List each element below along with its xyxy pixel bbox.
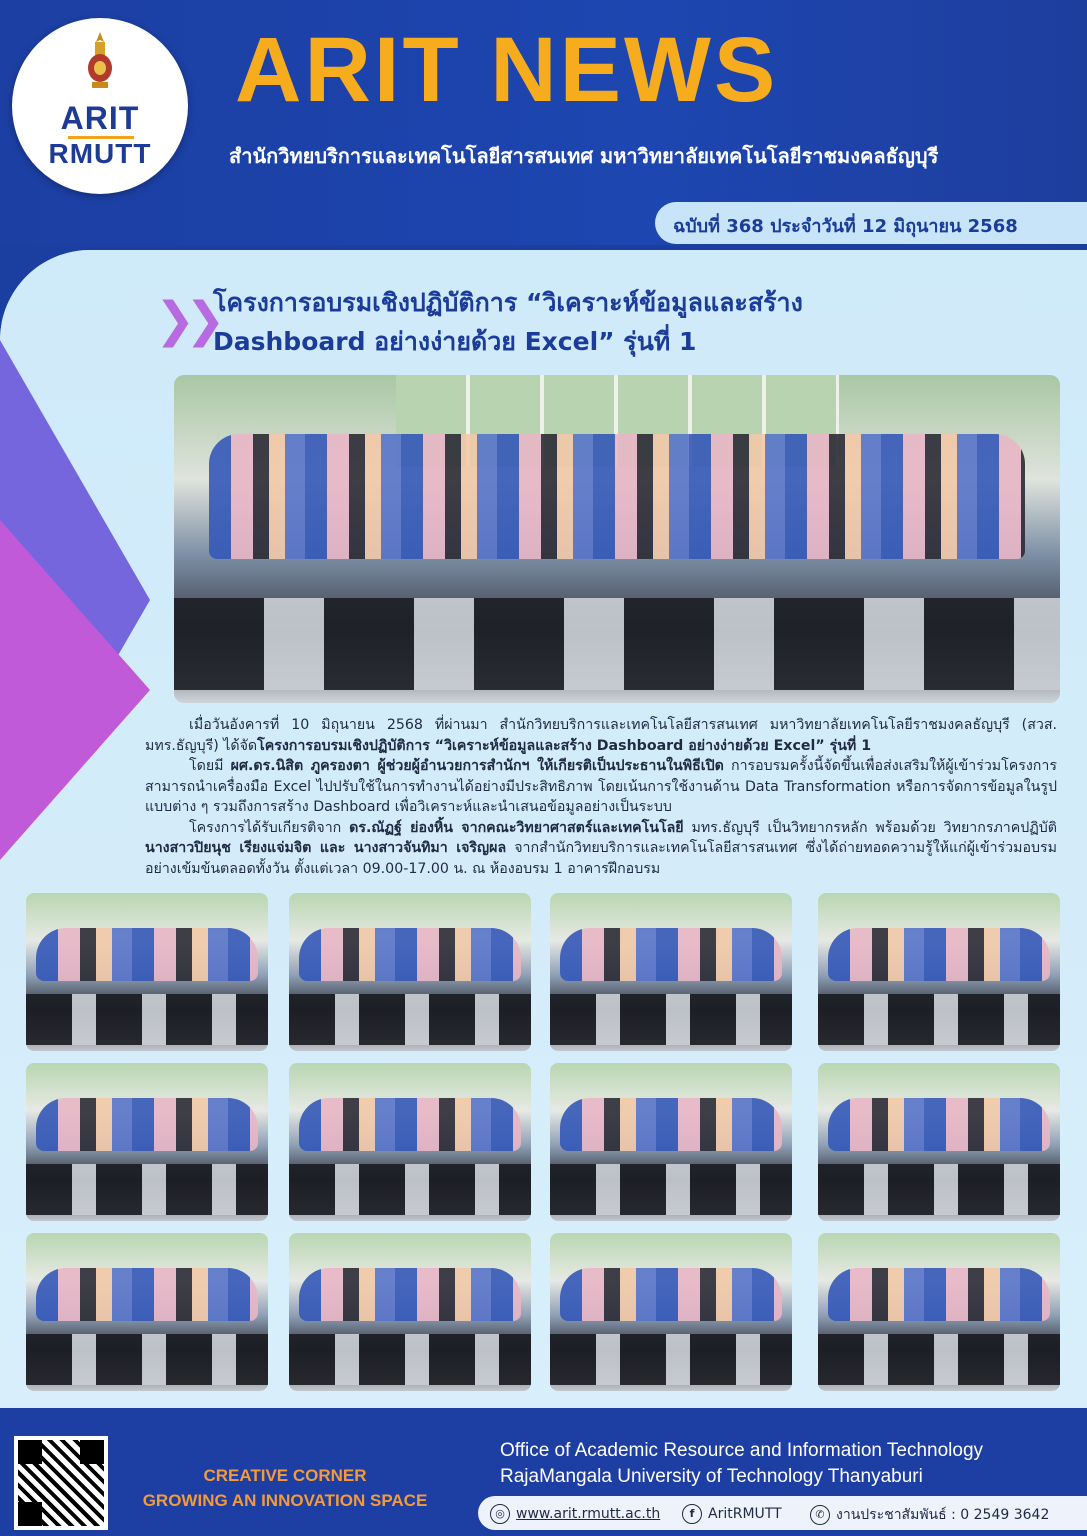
website-link[interactable]: ◎ www.arit.rmutt.ac.th	[490, 1504, 660, 1524]
issue-badge	[655, 202, 1087, 244]
organization-name: สำนักวิทยบริการและเทคโนโลยีสารสนเทศ มหาวิทยาลัยเทคโนโลยีราชมงคลธัญบุรี	[229, 144, 939, 168]
gallery-photo	[550, 893, 792, 1051]
paragraph-1: เมื่อวันอังคารที่ 10 มิถุนายน 2568 ที่ผ่านมา สำนักวิทยบริการและเทคโนโลยีสารสนเทศ มหาวิทยาลัยเทคโนโลยีราชมงคลธัญบุรี (สวส. มทร.ธัญบุรี) ได้จัดโครงการอบรมเชิงปฏิบัติการ “วิเคราะห์ข้อมูลและสร้าง Dashboard อย่างง่ายด้วย Excel” รุ่นที่ 1	[145, 717, 1057, 754]
decor-triangle-pink	[0, 520, 150, 860]
main-group-photo	[174, 375, 1060, 703]
facebook-link[interactable]: f AritRMUTT	[682, 1504, 782, 1524]
phone-icon: ✆	[810, 1505, 830, 1525]
headline-line-1: โครงการอบรมเชิงปฏิบัติการ “วิเคราะห์ข้อมูลและสร้าง	[213, 288, 803, 317]
double-chevron-icon: ❯❯	[155, 292, 216, 348]
newsletter-title: ARIT NEWS	[235, 19, 779, 121]
article-body	[145, 715, 1057, 879]
gallery-photo	[26, 893, 268, 1051]
creative-corner-label: CREATIVE CORNER GROWING AN INNOVATION SPACE	[142, 1466, 428, 1510]
gallery-photo	[289, 1233, 531, 1391]
paragraph-3: โครงการได้รับเกียรติจาก ดร.ณัฏฐ์ ย่องหิ้น จากคณะวิทยาศาสตร์และเทคโนโลยี มทร.ธัญบุรี เป็นวิทยากรหลัก พร้อมด้วย วิทยากรภาคปฏิบัติ นางสาวปิยนุช เรียงแจ่มจิต และ นางสาวจันทิมา เจริญผล จากสำนักวิทยบริการและเทคโนโลยีสารสนเทศ ซึ่งได้ถ่ายทอดความรู้ให้แก่ผู้เข้าร่วมอบรมอย่างเข้มข้นตลอดทั้งวัน ตั้งแต่เวลา 09.00-17.00 น. ณ ห้องอบรม 1 อาคารฝึกอบรม	[145, 819, 1058, 877]
paragraph-2: โดยมี ผศ.ดร.นิสิต ภูครองตา ผู้ช่วยผู้อำนวยการสำนักฯ ให้เกียรติเป็นประธานในพิธีเปิด การอบรมครั้งนี้จัดขึ้นเพื่อส่งเสริมให้ผู้เข้าร่วมโครงการสามารถนำเครื่องมือ Excel ไปปรับใช้ในการทำงานได้อย่างมีประสิทธิภาพ โดยเน้นการใช้งานด้าน Data Transformation หรือการจัดการข้อมูลในรูปแบบต่าง ๆ รวมถึงการสร้าง Dashboard เพื่อวิเคราะห์และนำเสนอข้อมูลอย่างเป็นระบบ	[145, 758, 1057, 815]
gallery-photo	[818, 1233, 1060, 1391]
gallery-photo	[550, 1233, 792, 1391]
university-crest-icon	[86, 32, 114, 92]
gallery-photo	[289, 1063, 531, 1221]
issue-text: ฉบับที่ 368 ประจำวันที่ 12 มิถุนายน 2568	[673, 216, 1018, 237]
headline-line-2: Dashboard อย่างง่ายด้วย Excel” รุ่นที่ 1	[213, 326, 697, 356]
globe-icon: ◎	[490, 1504, 510, 1524]
office-name-english: Office of Academic Resource and Information Technology	[500, 1440, 984, 1461]
logo-arit-text: ARIT	[60, 100, 140, 136]
university-name-english: RajaMangala University of Technology Thanyaburi	[500, 1466, 923, 1487]
gallery-photo	[818, 893, 1060, 1051]
contact-bar	[478, 1496, 1087, 1530]
facebook-icon: f	[682, 1504, 702, 1524]
gallery-photo	[26, 1233, 268, 1391]
gallery-photo	[26, 1063, 268, 1221]
phone-contact: ✆ งานประชาสัมพันธ์ : 0 2549 3642	[810, 1504, 1049, 1526]
gallery-photo	[289, 893, 531, 1051]
gallery-photo	[818, 1063, 1060, 1221]
logo-rmutt-text: RMUTT	[48, 138, 152, 169]
gallery-photo	[550, 1063, 792, 1221]
article-headline	[213, 284, 973, 362]
qr-code[interactable]	[14, 1436, 108, 1530]
arit-logo	[12, 18, 188, 194]
